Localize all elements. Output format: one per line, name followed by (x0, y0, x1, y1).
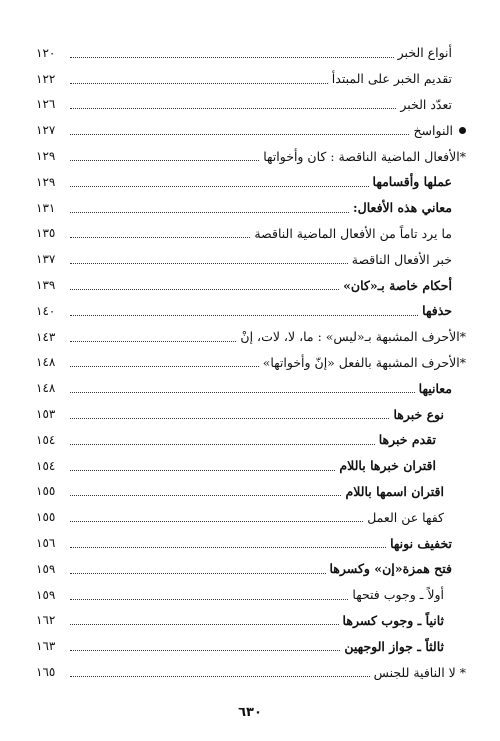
toc-entry-page: ١٣٥ (36, 226, 56, 241)
dot-leader (70, 262, 348, 264)
dot-leader (70, 236, 250, 238)
toc-entry (36, 401, 466, 427)
toc-entry (36, 350, 466, 376)
dot-leader (70, 314, 418, 316)
toc-entry-page: ١٤٨ (36, 355, 56, 370)
toc-entry-page: ١٥٩ (36, 587, 56, 602)
toc-entry-page: ١٢٦ (36, 97, 56, 112)
toc-entry (36, 453, 466, 479)
dot-leader (70, 417, 389, 419)
toc-entry (36, 530, 466, 556)
toc-entry-title: معانيها (418, 380, 452, 396)
dot-leader (70, 623, 339, 625)
toc-entry-page: ١٣٧ (36, 252, 56, 267)
toc-entry (36, 117, 466, 143)
dot-leader (70, 649, 340, 651)
toc-entry (36, 298, 466, 324)
toc-entry-page: ١٣١ (36, 200, 56, 215)
toc-entry-title: خبر الأفعال الناقصة (351, 251, 452, 267)
toc-entry-title: تقدم خبرها (378, 432, 436, 448)
toc-entry-title: *الأحرف المشبهة بـ«ليس» : ما، لا، لات، إنْ (240, 329, 466, 345)
toc-entry (36, 66, 466, 92)
toc-entry-title: أحكام خاصة بـ«كان» (343, 277, 452, 293)
toc-entry (36, 504, 466, 530)
toc-entry (36, 479, 466, 505)
toc-entry-page: ١٢٩ (36, 149, 56, 164)
dot-leader (70, 469, 335, 471)
dot-leader (70, 340, 236, 342)
toc-entry-title: فتح همزة«إن» وكسرها (329, 561, 452, 577)
toc-entry-title: كفها عن العمل (367, 509, 444, 525)
bullet-icon (459, 127, 466, 134)
toc-entry-page: ١٤٣ (36, 329, 56, 344)
dot-leader (70, 675, 370, 677)
dot-leader (70, 107, 396, 109)
toc-entry-title: *الأحرف المشبهة بالفعل «إنّ وأخواتها» (262, 354, 466, 370)
toc-entry (36, 92, 466, 118)
toc-entry-title: حذفها (422, 303, 452, 319)
toc-entry-title: أنواع الخبر (397, 45, 452, 61)
dot-leader (70, 520, 363, 522)
toc-entry-page: ١٢٧ (36, 123, 56, 138)
toc-entry (36, 375, 466, 401)
toc-entry-title: اقتران خبرها باللام (339, 458, 436, 474)
toc-entry-title: ما يرد تاماً من الأفعال الماضية الناقصة (254, 225, 452, 241)
toc-entry (36, 246, 466, 272)
toc-entry (36, 195, 466, 221)
dot-leader (70, 82, 328, 84)
toc-entry-page: ١٤٠ (36, 303, 56, 318)
toc-entry-title: اقتران اسمها باللام (345, 483, 444, 499)
dot-leader (70, 494, 341, 496)
toc-entry-title: تعدّد الخبر (400, 96, 452, 112)
dot-leader (70, 365, 259, 367)
toc-entry (36, 427, 466, 453)
toc-entry (36, 221, 466, 247)
page-number: ٦٣٠ (238, 705, 262, 720)
toc-entry-page: ١٥٤ (36, 458, 56, 473)
dot-leader (70, 133, 409, 135)
toc-entry-page: ١٢٩ (36, 174, 56, 189)
toc-entry-title: * لا النافية للجنس (373, 664, 466, 680)
toc-entry (36, 40, 466, 66)
toc-entry (36, 608, 466, 634)
dot-leader (70, 391, 415, 393)
toc-entry-title: النواسخ (413, 122, 453, 138)
dot-leader (70, 159, 259, 161)
toc-entry (36, 143, 466, 169)
dot-leader (70, 546, 386, 548)
toc-entry-page: ١٢٠ (36, 45, 56, 60)
toc-entry-page: ١٥٩ (36, 561, 56, 576)
toc-entry-title: نوع خبرها (393, 406, 444, 422)
toc-entry-page: ١٢٢ (36, 71, 56, 86)
dot-leader (70, 572, 326, 574)
toc-entry (36, 324, 466, 350)
dot-leader (70, 288, 339, 290)
toc-entry (36, 169, 466, 195)
dot-leader (70, 443, 375, 445)
toc-entry-page: ١٥٦ (36, 536, 56, 551)
toc-entry-page: ١٥٥ (36, 510, 56, 525)
toc-entry-page: ١٥٥ (36, 484, 56, 499)
toc-entry-page: ١٥٣ (36, 407, 56, 422)
toc-entry-page: ١٤٨ (36, 381, 56, 396)
toc-entry-page: ١٣٩ (36, 278, 56, 293)
toc-entry-page: ١٥٤ (36, 432, 56, 447)
dot-leader (70, 598, 348, 600)
toc-entry (36, 272, 466, 298)
toc-entry-title: معاني هذه الأفعال: (353, 200, 452, 216)
toc-entry (36, 582, 466, 608)
toc-entry-title: *الأفعال الماضية الناقصة : كان وأخواتها (263, 148, 466, 164)
table-of-contents (36, 40, 466, 685)
toc-entry-title: عملها وأقسامها (372, 174, 452, 190)
toc-entry-title: ثالثاً ـ جواز الوجهين (344, 638, 444, 654)
toc-entry-title: تخفيف نونها (390, 535, 452, 551)
toc-entry (36, 659, 466, 685)
dot-leader (70, 211, 349, 213)
toc-entry-page: ١٦٣ (36, 639, 56, 654)
toc-entry-page: ١٦٢ (36, 613, 56, 628)
toc-entry-title: تقديم الخبر على المبتدأ (331, 71, 452, 87)
toc-entry-page: ١٦٥ (36, 665, 56, 680)
toc-entry (36, 556, 466, 582)
dot-leader (70, 56, 394, 58)
toc-entry-title: ثانياً ـ وجوب كسرها (342, 612, 444, 628)
toc-entry-title: أولاً ـ وجوب فتحها (352, 587, 444, 603)
toc-entry (36, 633, 466, 659)
dot-leader (70, 185, 369, 187)
